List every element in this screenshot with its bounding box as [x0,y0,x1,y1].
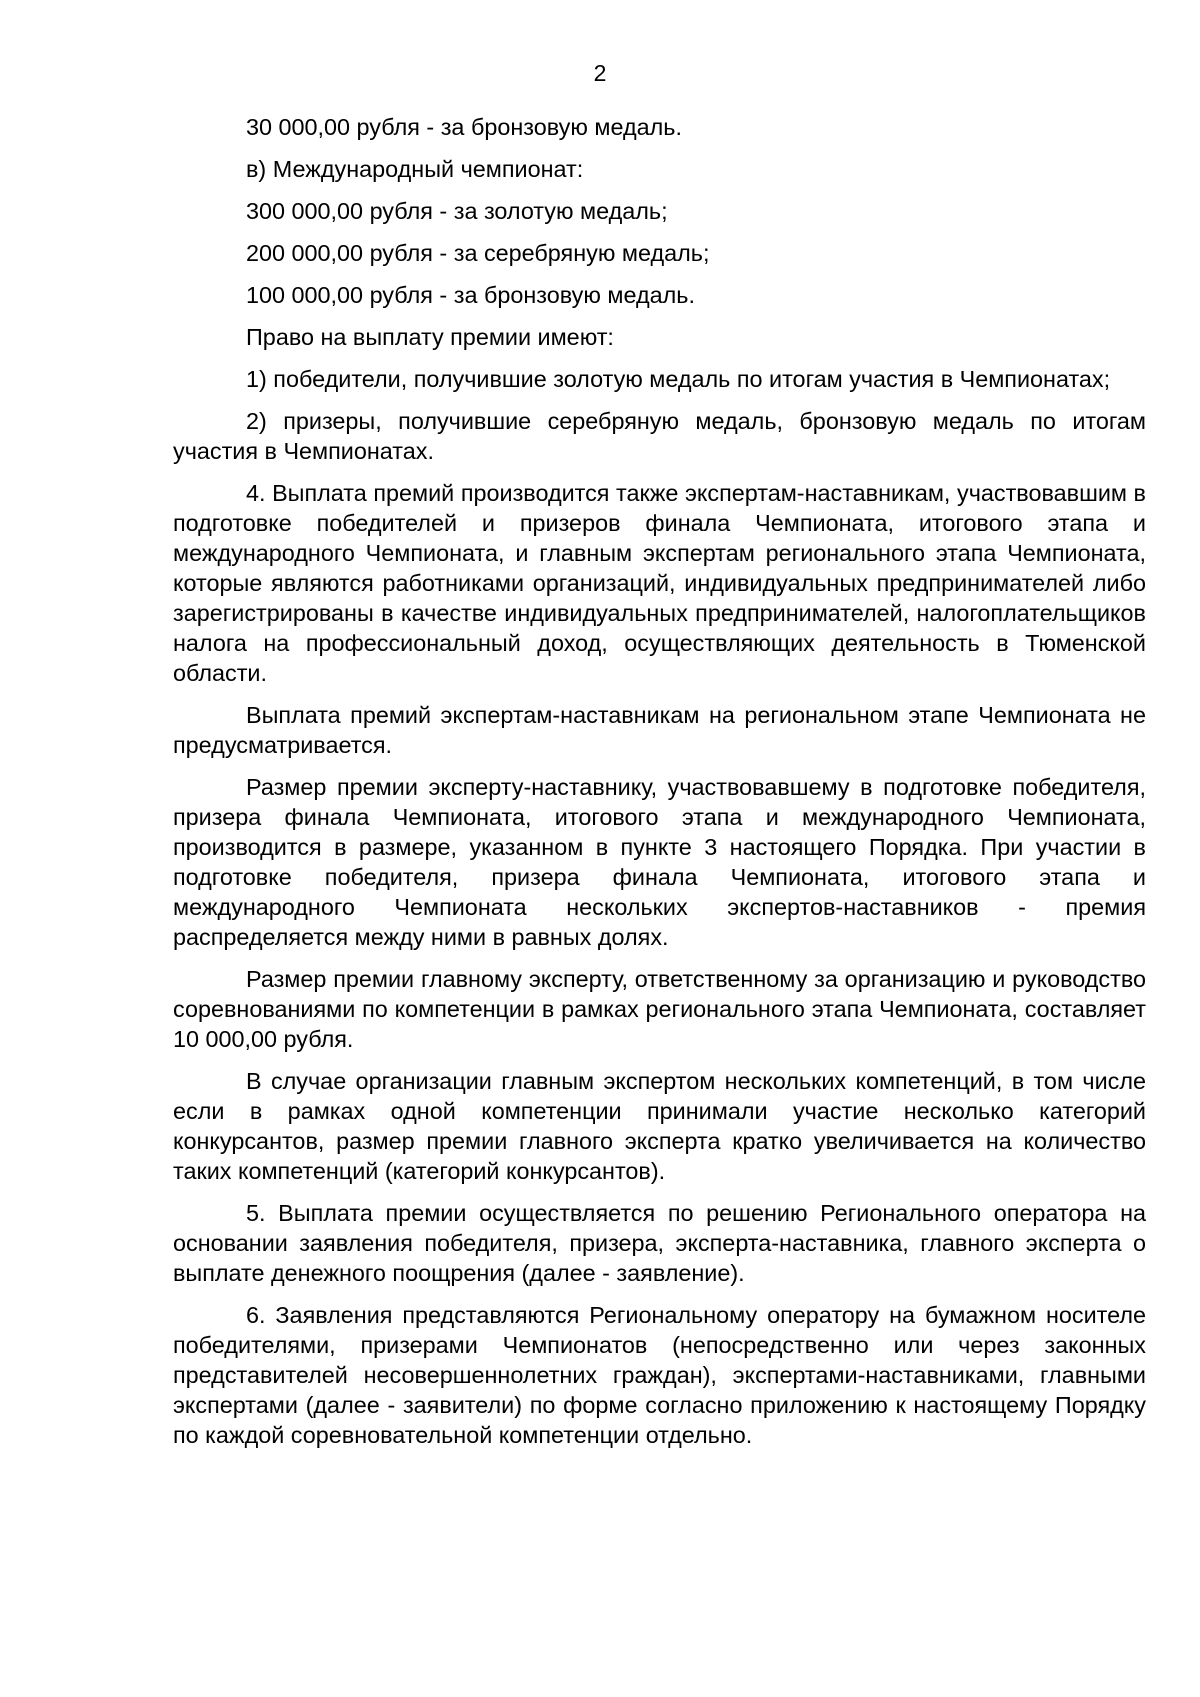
international-championship-heading: в) Международный чемпионат: [246,156,584,182]
eligibility-item-2: 2) призеры, получившие серебряную медаль, бронзовую медаль по итогам участия в Чемпионатах. [173,408,1146,464]
eligibility-heading: Право на выплату премии имеют: [246,324,614,350]
clause-4-regional-stage: Выплата премий экспертам-наставникам на региональном этапе Чемпионата не предусматривается. [173,702,1146,758]
award-amount-bronze-international: 100 000,00 рубля - за бронзовую медаль. [246,282,695,308]
clause-4-chief-expert-award: Размер премии главному эксперту, ответственному за организацию и руководство соревнованиями по компетенции в рамках регионального этапа Чемпионата, составляет 10 000,00 рубля. [173,966,1146,1052]
clause-5: 5. Выплата премии осуществляется по решению Регионального оператора на основании заявления победителя, призера, эксперта-наставника, главного эксперта о выплате денежного поощрения (далее - заявление). [173,1200,1146,1286]
award-amount-gold: 300 000,00 рубля - за золотую медаль; [246,198,668,224]
award-amount-bronze: 30 000,00 рубля - за бронзовую медаль. [246,114,682,140]
award-amount-silver: 200 000,00 рубля - за серебряную медаль; [246,240,710,266]
clause-6: 6. Заявления представляются Региональному оператору на бумажном носителе победителями, призерами Чемпионатов (непосредственно или через законных представителей несовершеннолетних граждан), экспертами-наставниками, главными экспертами (далее - заявители) по форме согласно приложению к настоящему Порядку по каждой соревновательной компетенции отдельно. [173,1302,1146,1448]
eligibility-item-1: 1) победители, получившие золотую медаль по итогам участия в Чемпионатах; [246,366,1111,392]
clause-4-mentor-award-size: Размер премии эксперту-наставнику, участвовавшему в подготовке победителя, призера финала Чемпионата, итогового этапа и международного Чемпионата, производится в размере, указанном в пункте 3 настоящего Порядка. При участии в подготовке победителя, призера финала Чемпионата, итогового этапа и международного Чемпионата нескольких экспертов-наставников - премия распределяется между ними в равных долях. [173,774,1146,950]
document-body [173,112,1146,1462]
clause-4-multiple-competencies: В случае организации главным экспертом нескольких компетенций, в том числе если в рамках одной компетенции принимали участие несколько категорий конкурсантов, размер премии главного эксперта кратко увеличивается на количество таких компетенций (категорий конкурсантов). [173,1068,1146,1184]
clause-4: 4. Выплата премий производится также экспертам-наставникам, участвовавшим в подготовке победителей и призеров финала Чемпионата, итогового этапа и международного Чемпионата, и главным экспертам регионального этапа Чемпионата, которые являются работниками организаций, индивидуальных предпринимателей либо зарегистрированы в качестве индивидуальных предпринимателей, налогоплательщиков налога на профессиональный доход, осуществляющих деятельность в Тюменской области. [173,480,1146,686]
page-number: 2 [593,60,607,86]
